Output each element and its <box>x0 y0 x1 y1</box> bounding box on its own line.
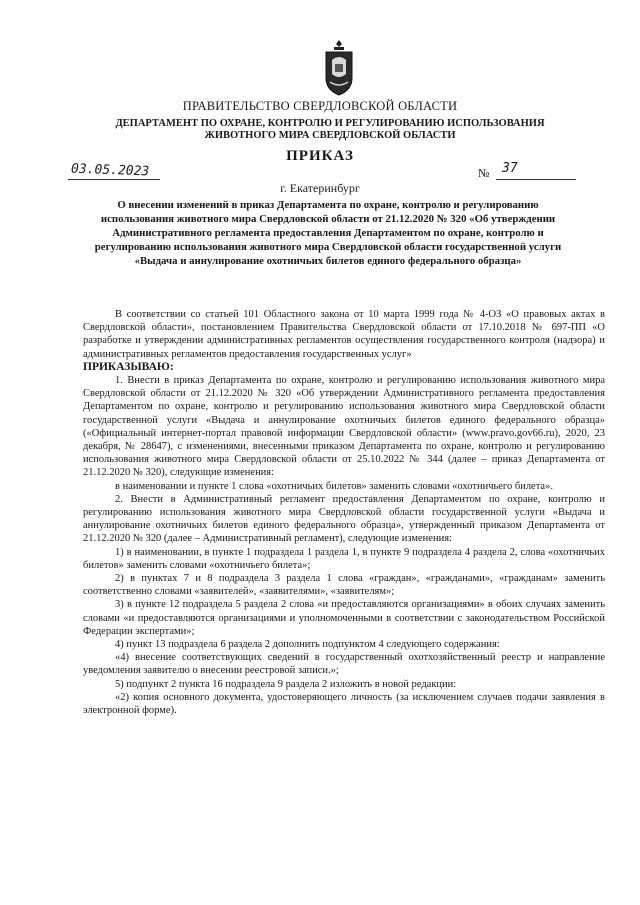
number-underline <box>496 179 576 180</box>
sub-item-3: 3) в пункте 12 подраздела 5 раздела 2 слова «и предоставляются организациями» в обоих случаях заменить словами «и предоставляются организациями и уполномоченными в соответствии с законодательством Российской Федерации экспертами»; <box>83 599 605 637</box>
preamble: В соответствии со статьей 101 Областного закона от 10 марта 1999 года № 4-ОЗ «О правовых актах в Свердловской области», постановлением Правительства Свердловской области от 17.10.2018 № 697-ПП «О разработке и утверждении административных регламентов осуществления государственного контроля (надзора) и административных регламентов предоставления государственных услуг» <box>83 309 605 360</box>
number-label: № <box>478 166 490 180</box>
coat-of-arms-icon <box>322 38 356 98</box>
government-name: ПРАВИТЕЛЬСТВО СВЕРДЛОВСКОЙ ОБЛАСТИ <box>182 99 458 113</box>
sub-item-4-quote: «4) внесение соответствующих сведений в государственный охотхозяйственный реестр и направление уведомления заявителю о внесении реестровой записи.»; <box>83 652 605 677</box>
sub-item-2: 2) в пунктах 7 и 8 подраздела 3 раздела 1 слова «граждан», «гражданами», «гражданам» заменить соответственно словами «заявителей», «заявителями», «заявителям»; <box>83 573 605 598</box>
sub-item-1: 1) в наименовании, в пункте 1 подраздела 1 раздела 1, в пункте 9 подраздела 4 раздела 2, слова «охотничьих билетов» заменить словами «охотничьего билета»; <box>83 546 605 571</box>
sub-item-5: 5) подпункт 2 пункта 16 подраздела 9 раздела 2 изложить в новой редакции: <box>115 678 457 690</box>
item-2: 2. Внести в Административный регламент предоставления Департаментом по охране, контролю и регулированию использования животного мира Свердловской области государственной услуги «Выдача и аннулирование охотничьих билетов единого федерального образца», утвержденный приказом Департамента от 21.12.2020 № 320 (далее – Административный регламент), следующие изменения: <box>83 493 605 545</box>
order-word: ПРИКАЗЫВАЮ: <box>83 360 174 373</box>
department-name <box>100 118 560 142</box>
order-number: 37 <box>502 161 518 176</box>
document-title: О внесении изменений в приказ Департамента по охране, контролю и регулированию использования животного мира Свердловской области от 21.12.2020 № 320 «Об утверждении Административного регламента предоставления Департаментом по охране, контролю и регулированию использования животного мира Свердловской области государственной услуги «Выдача и аннулирование охотничьих билетов единого федерального образца» <box>94 199 562 267</box>
department-line-2: ЖИВОТНОГО МИРА СВЕРДЛОВСКОЙ ОБЛАСТИ <box>204 130 456 141</box>
document-body <box>83 308 605 717</box>
item-1: 1. Внести в приказ Департамента по охране, контролю и регулированию использования животного мира Свердловской области от 21.12.2020 № 320 «Об утверждении Административного регламента предоставления Департаментом по охране, контролю и регулированию использования животного мира Свердловской области государственной услуги «Выдача и аннулирование охотничьих билетов единого федерального образца» («Официальный интернет-портал правовой информации Свердловской области» (www.pravo.gov66.ru), 2020, 23 декабря, № 28647), с изменениями, внесенными приказом Департамента по охране, контролю и регулированию использования животного мира Свердловской области от 25.10.2022 № 344 (далее – приказ Департамента от 21.12.2020 № 320), следующие изменения: <box>83 375 605 479</box>
sub-item-4: 4) пункт 13 подраздела 6 раздела 2 дополнить подпунктом 4 следующего содержания: <box>115 639 500 651</box>
sub-item-5-quote: «2) копия основного документа, удостоверяющего личность (за исключением случаев подачи заявления в электронной форме). <box>83 691 605 717</box>
city: г. Екатеринбург <box>280 181 360 195</box>
department-line-1: ДЕПАРТАМЕНТ ПО ОХРАНЕ, КОНТРОЛЮ И РЕГУЛИРОВАНИЮ ИСПОЛЬЗОВАНИЯ <box>115 118 545 129</box>
date-underline <box>68 179 160 180</box>
item-1-change: в наименовании и пункте 1 слова «охотничьих билетов» заменить словами «охотничьего билета». <box>115 480 553 492</box>
order-date: 03.05.2023 <box>70 161 150 180</box>
document-type: ПРИКАЗ <box>286 148 354 164</box>
